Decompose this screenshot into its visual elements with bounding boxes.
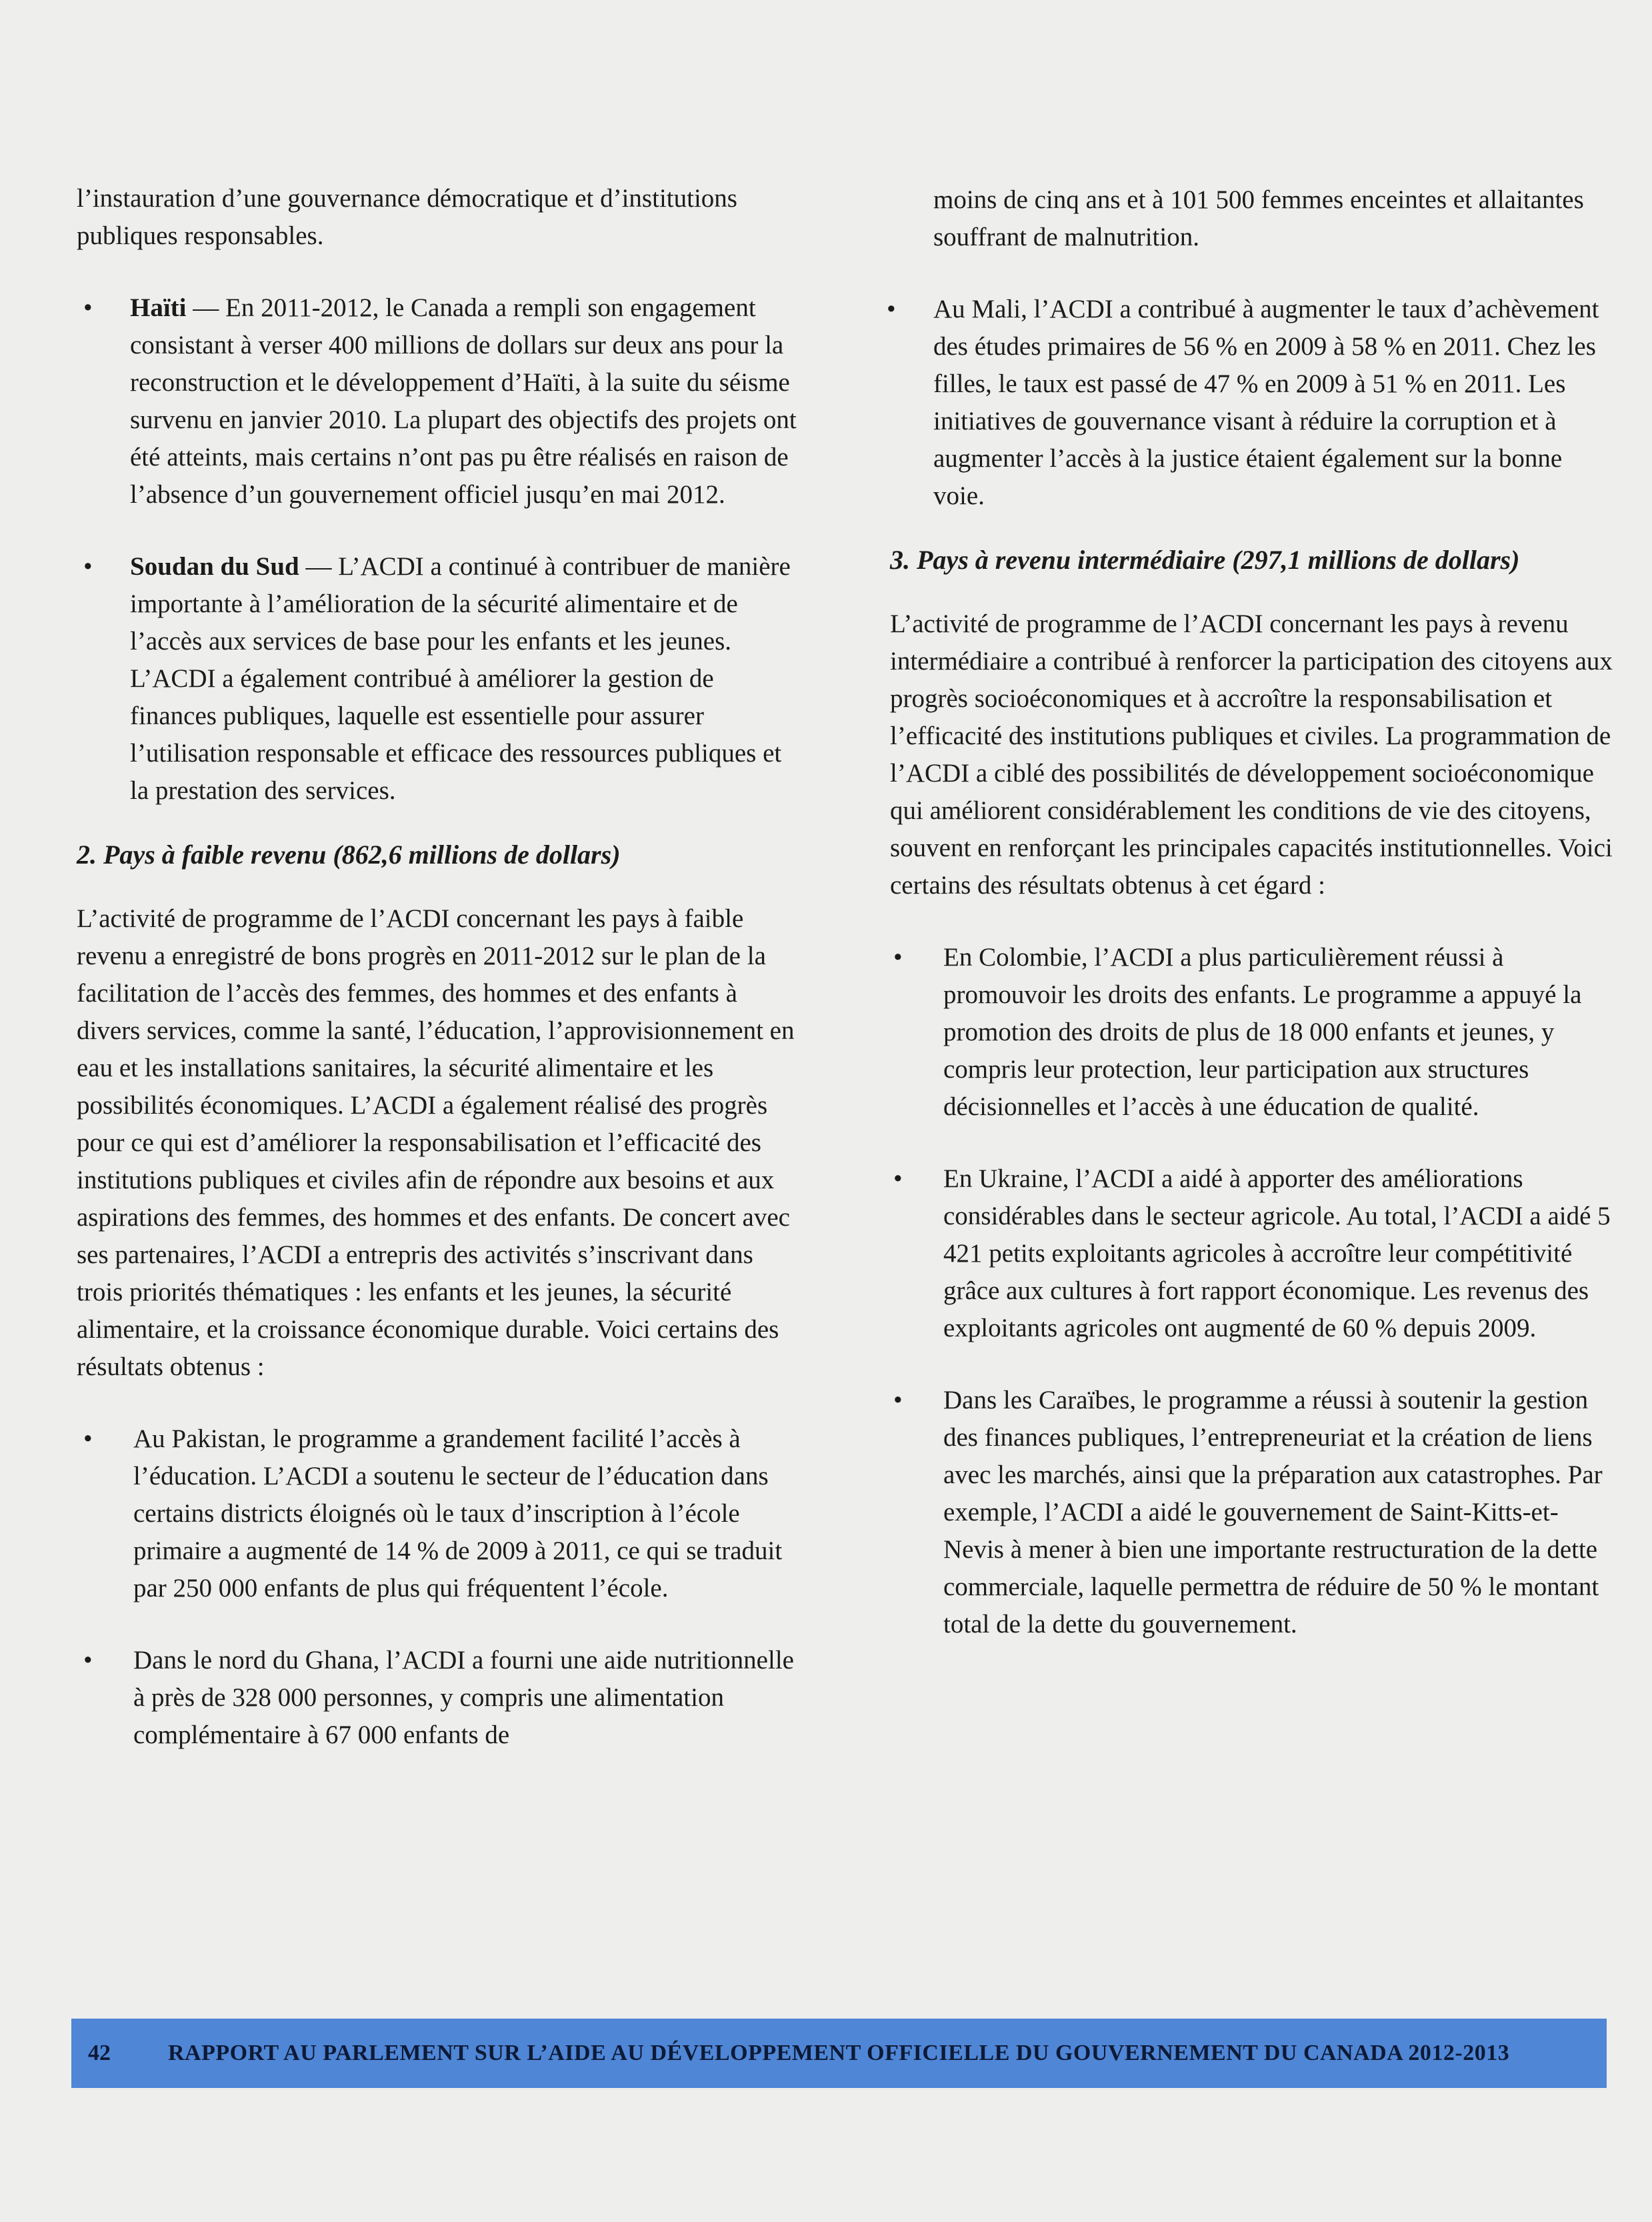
footer-title: RAPPORT AU PARLEMENT SUR L’AIDE AU DÉVELOPPEMENT OFFICIELLE DU GOUVERNEMENT DU CANADA 2012-2013 (168, 2041, 1510, 2065)
bullet-icon: • (893, 1386, 903, 1414)
list-item-soudan (77, 548, 800, 810)
left-column (77, 180, 800, 1754)
list-item-text: En Colombie, l’ACDI a plus particulièrement réussi à promouvoir les droits des enfants. Le programme a appuyé la promotion des droits de plus de 18 000 enfants et jeunes, y compris leur protection, leur participation aux structures décisionnelles et l’accès à une éducation de qualité. (943, 943, 1582, 1121)
list-item-text: Dans les Caraïbes, le programme a réussi à soutenir la gestion des finances publiques, l’entrepreneuriat et la création de liens avec les marchés, ainsi que la préparation aux catastrophes. Par exemple, l’ACDI a aidé le gouvernement de Saint-Kitts-et-Nevis à mener à bien une importante restructuration de la dette commerciale, laquelle permettra de réduire de 50 % le montant total de la dette du gouvernement. (943, 1386, 1603, 1638)
list-item-ghana (77, 1642, 800, 1754)
list-item-text: Au Pakistan, le programme a grandement facilité l’accès à l’éducation. L’ACDI a soutenu le secteur de l’éducation dans certains districts éloignés où le taux d’inscription à l’école primaire a augmenté de 14 % de 2009 à 2011, ce qui se traduit par 250 000 enfants de plus qui fréquentent l’école. (133, 1424, 783, 1602)
paragraph-middle-income: L’activité de programme de l’ACDI concernant les pays à revenu intermédiaire a contribué à renforcer la participation des citoyens aux progrès socioéconomiques et à accroître la responsabilisation et l’efficacité des institutions publiques et civiles. La programmation de l’ACDI a ciblé des possibilités de développement socioéconomique qui améliorent considérablement les conditions de vie des citoyens, souvent en renforçant les principales capacités institutionnelles. Voici certains des résultats obtenus à cet égard : (890, 610, 1613, 900)
list-item-colombie (890, 939, 1617, 1126)
paragraph-intro-continued: l’instauration d’une gouvernance démocratique et d’institutions publiques responsables. (77, 184, 737, 250)
bullet-icon: • (893, 943, 903, 972)
footer-band (71, 2019, 1607, 2088)
bullet-icon: • (83, 293, 93, 322)
list-item-text: — En 2011-2012, le Canada a rempli son engagement consistant à verser 400 millions de dollars sur deux ans pour la reconstruction et le développement d’Haïti, à la suite du séisme survenu en janvier 2010. La plupart des objectifs des projets ont été atteints, mais certains n’ont pas pu être réalisés en raison de l’absence d’un gouvernement officiel jusqu’en mai 2012. (130, 293, 797, 509)
list-item-text: — L’ACDI a continué à contribuer de manière importante à l’amélioration de la sécurité alimentaire et de l’accès aux services de base pour les enfants et les jeunes. L’ACDI a également contribué à améliorer la gestion de finances publiques, laquelle est essentielle pour assurer l’utilisation responsable et efficace des ressources publiques et la prestation des services. (130, 552, 791, 805)
bullet-icon: • (83, 1646, 93, 1675)
bullet-icon: • (887, 295, 896, 323)
bullet-icon: • (893, 1164, 903, 1193)
list-item-text: Dans le nord du Ghana, l’ACDI a fourni une aide nutritionnelle à près de 328 000 personnes, y compris une alimentation complémentaire à 67 000 enfants de (133, 1646, 794, 1749)
bullet-icon: • (83, 552, 93, 581)
section-heading-middle-income: 3. Pays à revenu intermédiaire (297,1 millions de dollars) (890, 545, 1520, 575)
list-item-pakistan (77, 1420, 800, 1607)
list-item-haiti (77, 289, 800, 513)
list-item-ghana-continued: moins de cinq ans et à 101 500 femmes enceintes et allaitantes souffrant de malnutrition. (933, 185, 1584, 251)
paragraph-low-income: L’activité de programme de l’ACDI concernant les pays à faible revenu a enregistré de bons progrès en 2011-2012 sur le plan de la facilitation de l’accès des femmes, des hommes et des enfants à divers services, comme la santé, l’éducation, l’approvisionnement en eau et les installations sanitaires, la sécurité alimentaire et les possibilités économiques. L’ACDI a également réalisé des progrès pour ce qui est d’améliorer la responsabilisation et l’efficacité des institutions publiques et civiles afin de répondre aux besoins et aux aspirations des femmes, des hommes et des enfants. De concert avec ses partenaires, l’ACDI a entrepris des activités s’inscrivant dans trois priorités thématiques : les enfants et les jeunes, la sécurité alimentaire, et la croissance économique durable. Voici certains des résultats obtenus : (77, 904, 795, 1381)
right-column (887, 181, 1617, 1643)
section-heading-low-income: 2. Pays à faible revenu (862,6 millions de dollars) (77, 840, 621, 870)
list-item-caraibes (890, 1382, 1617, 1643)
country-label-haiti: Haïti (130, 293, 187, 322)
country-label-soudan: Soudan du Sud (130, 552, 299, 581)
list-item-text: En Ukraine, l’ACDI a aidé à apporter des améliorations considérables dans le secteur agricole. Au total, l’ACDI a aidé 5 421 petits exploitants agricoles à accroître leur compétitivité grâce aux cultures à fort rapport économique. Les revenus des exploitants agricoles ont augmenté de 60 % depuis 2009. (943, 1164, 1611, 1342)
bullet-icon: • (83, 1424, 93, 1453)
page-number: 42 (88, 2041, 111, 2065)
list-item-ukraine (890, 1160, 1617, 1347)
list-item-mali (887, 291, 1617, 515)
list-item-text: Au Mali, l’ACDI a contribué à augmenter le taux d’achèvement des études primaires de 56 % en 2009 à 58 % en 2011. Chez les filles, le taux est passé de 47 % en 2009 à 51 % en 2011. Les initiatives de gouvernance visant à réduire la corruption et à augmenter l’accès à la justice étaient également sur la bonne voie. (933, 295, 1599, 510)
